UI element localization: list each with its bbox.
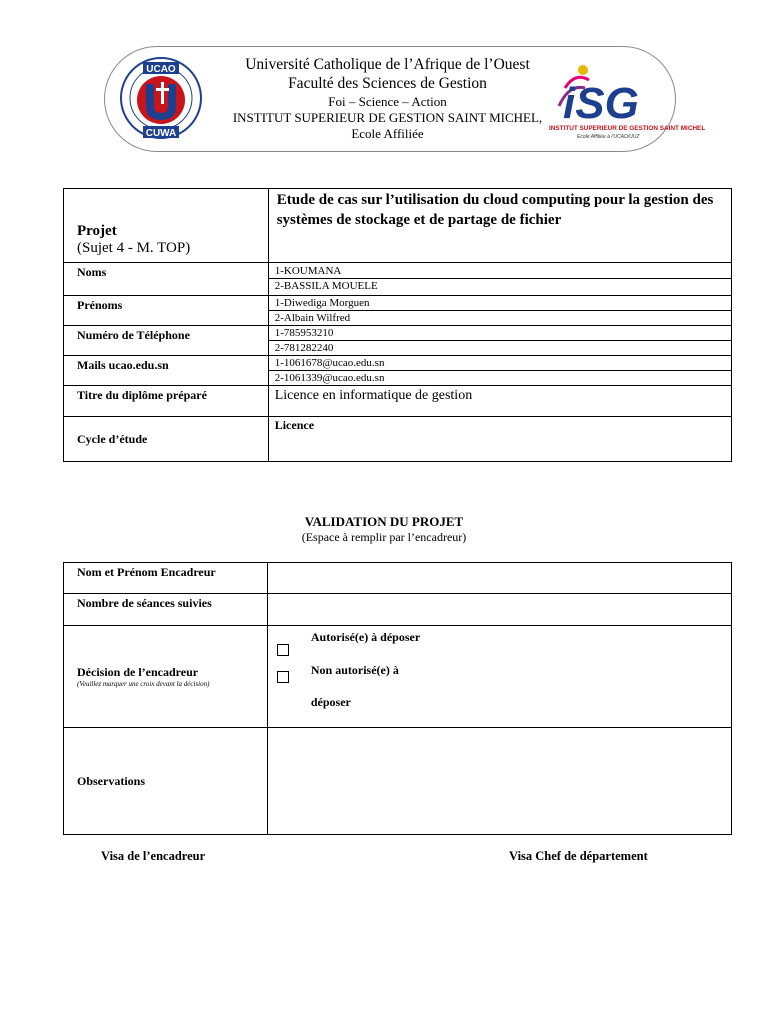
institute-name: INSTITUT SUPERIEUR DE GESTION SAINT MICHEL, bbox=[232, 110, 543, 125]
option-autorise: Autorisé(e) à déposer bbox=[310, 630, 421, 644]
tel-2: 2-781282240 bbox=[269, 340, 731, 355]
encadreur-label: Nom et Prénom Encadreur bbox=[64, 563, 268, 594]
validation-title: VALIDATION DU PROJET bbox=[304, 514, 464, 529]
observations-field[interactable] bbox=[267, 728, 731, 835]
checkbox-autorise[interactable] bbox=[277, 644, 289, 656]
prenoms-label: Prénoms bbox=[64, 296, 269, 326]
prenoms-values bbox=[268, 296, 731, 326]
nom-2: 2-BASSILA MOUELE bbox=[269, 278, 731, 293]
visa-encadreur: Visa de l’encadreur bbox=[101, 849, 206, 863]
decision-label-cell bbox=[64, 626, 268, 728]
seances-field[interactable] bbox=[267, 594, 731, 626]
mails-label: Mails ucao.edu.sn bbox=[64, 356, 269, 386]
faculty-name: Faculté des Sciences de Gestion bbox=[288, 75, 487, 93]
prenom-2: 2-Albain Wilfred bbox=[269, 310, 731, 325]
ucao-logo bbox=[113, 56, 209, 140]
observations-label: Observations bbox=[64, 728, 268, 835]
encadreur-field[interactable] bbox=[267, 563, 731, 594]
tel-label: Numéro de Téléphone bbox=[64, 326, 269, 356]
motto: Foi – Science – Action bbox=[328, 93, 447, 109]
project-title-cell bbox=[268, 189, 731, 263]
cycle-value: Licence bbox=[268, 417, 731, 462]
mail-2: 2-1061339@ucao.edu.sn bbox=[269, 370, 731, 385]
tel-values bbox=[268, 326, 731, 356]
isg-logo-caption: INSTITUT SUPERIEUR DE GESTION SAINT MICHEL bbox=[549, 125, 706, 132]
decision-options bbox=[267, 626, 731, 728]
mail-1: 1-1061678@ucao.edu.sn bbox=[274, 357, 385, 369]
noms-label: Noms bbox=[64, 263, 269, 296]
decision-note: (Veuillez marquer une croix devant la décision) bbox=[77, 680, 210, 688]
mails-values bbox=[268, 356, 731, 386]
validation-table bbox=[63, 562, 732, 835]
header-text bbox=[205, 55, 570, 143]
affiliation: Ecole Affiliée bbox=[351, 126, 424, 142]
validation-subtitle: (Espace à remplir par l’encadreur) bbox=[301, 530, 467, 544]
visa-chef-departement: Visa Chef de département bbox=[509, 849, 648, 863]
isg-logo-subcaption: Ecole Affiliée à l'UCAO/UUZ bbox=[577, 134, 640, 140]
nom-1: 1-KOUMANA bbox=[274, 265, 342, 277]
cycle-label: Cycle d’étude bbox=[64, 417, 269, 462]
project-subject: (Sujet 4 - M. TOP) bbox=[77, 240, 191, 256]
project-label-cell bbox=[64, 189, 269, 263]
isg-logo-letters: iSG bbox=[563, 79, 639, 128]
noms-values bbox=[268, 263, 731, 296]
ucao-logo-top-text: UCAO bbox=[146, 64, 176, 75]
project-info-table bbox=[63, 188, 732, 462]
option-non-autorise: Non autorisé(e) à bbox=[310, 663, 399, 677]
tel-1: 1-785953210 bbox=[274, 327, 334, 339]
validation-heading bbox=[0, 514, 768, 545]
diplome-label: Titre du diplôme préparé bbox=[64, 386, 269, 417]
ucao-logo-bottom-text: CUWA bbox=[145, 128, 177, 139]
diplome-value: Licence en informatique de gestion bbox=[268, 386, 731, 417]
isg-logo bbox=[545, 58, 706, 144]
seances-label: Nombre de séances suivies bbox=[64, 594, 268, 626]
prenom-1: 1-Diwediga Morguen bbox=[274, 297, 370, 309]
project-label: Projet bbox=[77, 223, 117, 239]
decision-label: Décision de l’encadreur bbox=[77, 665, 199, 679]
option-non-autorise-cont: déposer bbox=[310, 695, 351, 709]
university-name: Université Catholique de l’Afrique de l’Ouest bbox=[245, 56, 530, 73]
checkbox-non-autorise[interactable] bbox=[277, 671, 289, 683]
project-title: Etude de cas sur l’utilisation du cloud computing pour la gestion des systèmes de stockage et de partage de fichier bbox=[276, 192, 714, 228]
